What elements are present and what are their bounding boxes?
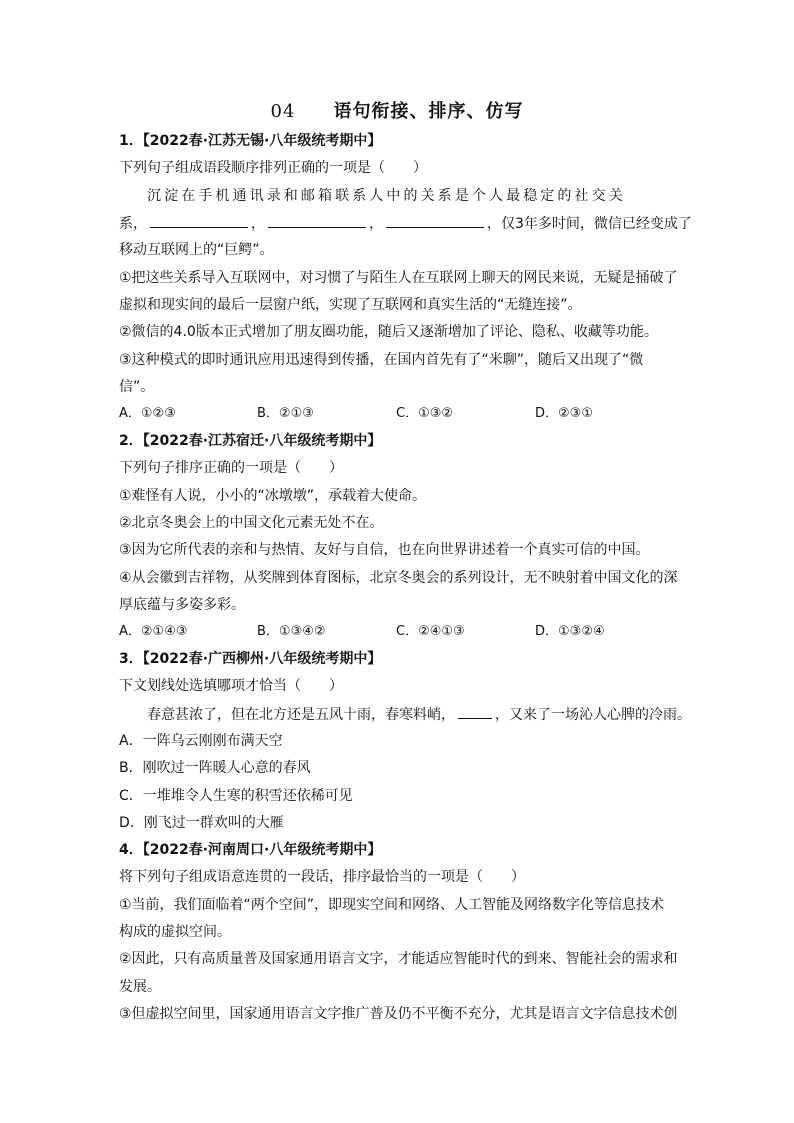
q3-passage: 春意甚浓了，但在北方还是五风十雨，春寒料峭， ，又来了一场沁人心脾的冷雨。 — [147, 704, 691, 725]
q2-header: 2．【2022春·江苏宿迁·八年级统考期中】 — [119, 433, 382, 449]
q1-stem: 下列句子组成语段顺序排列正确的一项是（ ） — [119, 160, 427, 176]
q1-sentence-1b: 虚拟和现实间的最后一层窗户纸，实现了互联网和真实生活的“无缝连接”。 — [119, 297, 582, 313]
q1-passage-line3: 移动互联网上的“巨鳄”。 — [119, 242, 274, 258]
q1-passage-line2: 系， ， ， ，仅3年多时间，微信已经变成了 — [119, 213, 692, 234]
q1-passage-line1: 沉淀在手机通讯录和邮箱联系人中的关系是个人最稳定的社交关 — [147, 188, 626, 204]
q2-option-a: A．②①④③ — [119, 624, 188, 639]
section-title: 语句衔接、排序、仿写 — [333, 101, 524, 122]
q1-option-b: B．②①③ — [257, 406, 314, 421]
q4-sentence-2a: ②因此，只有高质量普及国家通用语言文字，才能适应智能时代的到来、智能社会的需求和 — [119, 951, 678, 967]
q1-header: 1．【2022春·江苏无锡·八年级统考期中】 — [119, 133, 382, 149]
q1-sentence-3a: ③这种模式的即时通讯应用迅速得到传播，在国内首先有了“米聊”，随后又出现了“微 — [119, 352, 644, 368]
q3-stem: 下文划线处选填哪项才恰当（ ） — [119, 678, 343, 694]
q1-sentence-2: ②微信的4.0版本正式增加了朋友圈功能，随后又逐渐增加了评论、隐私、收藏等功能。 — [119, 324, 658, 340]
q4-stem: 将下列句子组成语意连贯的一段话，排序最恰当的一项是（ ） — [119, 869, 525, 885]
q2-sentence-2: ②北京冬奥会上的中国文化元素无处不在。 — [119, 515, 384, 531]
blank-1 — [150, 213, 248, 228]
q2-sentence-3: ③因为它所代表的亲和与热情、友好与自信，也在向世界讲述着一个真实可信的中国。 — [119, 542, 650, 558]
q2-option-b: B．①③④② — [257, 624, 326, 639]
q1-option-c: C．①③② — [396, 406, 454, 421]
q4-sentence-2b: 发展。 — [119, 979, 161, 995]
q2-sentence-4a: ④从会徽到吉祥物，从奖牌到体育图标，北京冬奥会的系列设计，无不映射着中国文化的深 — [119, 570, 678, 586]
q3-option-c: C．一堆堆令人生寒的积雪还依稀可见 — [119, 788, 353, 804]
section-number: 04 — [270, 101, 296, 122]
q1-option-d: D．②③① — [535, 406, 593, 421]
q3-header: 3．【2022春·广西柳州·八年级统考期中】 — [119, 651, 382, 667]
q1-sentence-3b: 信”。 — [119, 379, 155, 395]
blank-3 — [386, 213, 484, 228]
q3-option-b: B．刚吹过一阵暖人心意的春风 — [119, 760, 311, 776]
q3-option-a: A．一阵乌云刚刚布满天空 — [119, 733, 283, 749]
q4-sentence-3a: ③但虚拟空间里，国家通用语言文字推广普及仍不平衡不充分，尤其是语言文字信息技术创 — [119, 1006, 678, 1022]
q2-option-d: D．①③②④ — [535, 624, 605, 639]
q2-option-c: C．②④①③ — [396, 624, 465, 639]
page-title — [0, 97, 794, 123]
q4-header: 4．【2022春·河南周口·八年级统考期中】 — [119, 842, 382, 858]
q1-sentence-1a: ①把这些关系导入互联网中，对习惯了与陌生人在互联网上聊天的网民来说，无疑是捅破了 — [119, 270, 678, 286]
blank-2 — [268, 213, 366, 228]
q3-blank — [458, 704, 492, 719]
q3-option-d: D．刚飞过一群欢叫的大雁 — [119, 815, 284, 831]
q2-sentence-1: ①难怪有人说，小小的“冰墩墩”，承载着大使命。 — [119, 488, 427, 504]
q2-sentence-4b: 厚底蕴与多姿多彩。 — [119, 597, 245, 613]
q4-sentence-1b: 构成的虚拟空间。 — [119, 924, 231, 940]
q2-stem: 下列句子排序正确的一项是（ ） — [119, 460, 343, 476]
q4-sentence-1a: ①当前，我们面临着“两个空间”，即现实空间和网络、人工智能及网络数字化等信息技术 — [119, 897, 665, 913]
q1-option-a: A．①②③ — [119, 406, 176, 421]
